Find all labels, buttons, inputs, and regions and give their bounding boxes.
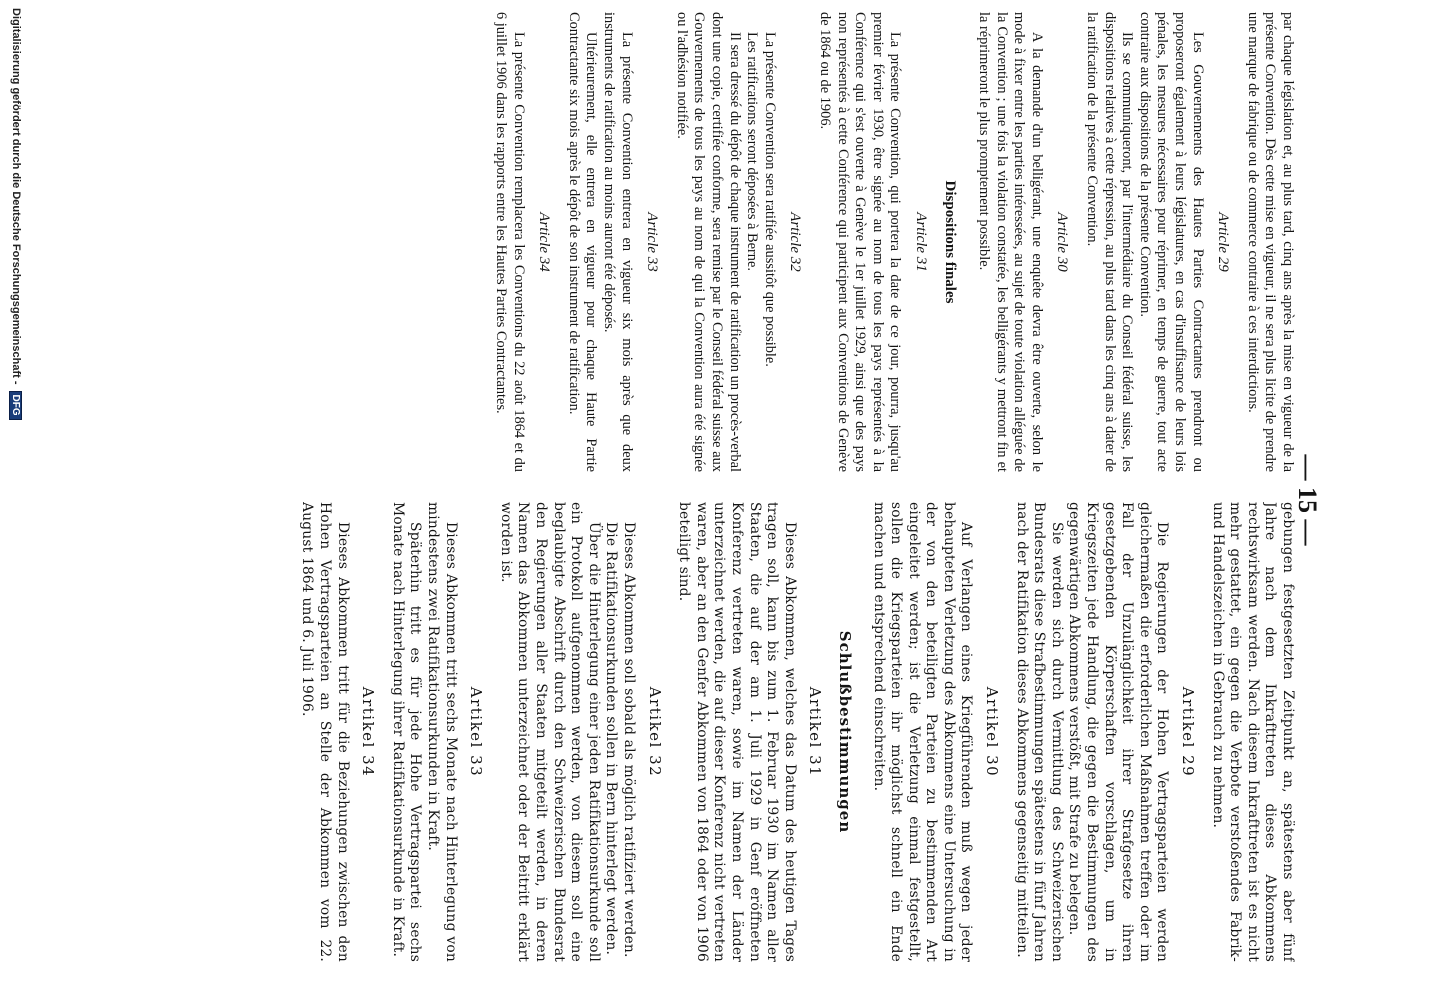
fr-article-34-title: Article 34 xyxy=(536,212,553,272)
de-intro-paragraph: gebungen festgesetzten Zeitpunkt an, spätestens aber fünf Jahre nach dem Inkrafttreten dieses Abkommens rechtswirksam werden. Nach diesem Inkrafttreten ist es nicht mehr gestattet, ein gegen die Verbote verstoßendes Fabrik- und Handelszeichen in Gebrauch zu nehmen. xyxy=(1209,502,1296,962)
de-article-33-title: Artikel 33 xyxy=(467,686,486,778)
fr-article-29-title: Article 29 xyxy=(1215,212,1232,272)
fr-article-33-paragraph: La présente Convention entrera en vigueur six mois après que deux instruments de ratification au moins auront été déposés. xyxy=(601,12,635,472)
de-article-33-paragraph: Späterhin tritt es für jede Hohe Vertragspartei sechs Monate nach Hinterlegung ihrer Ratifikationsurkunde in Kraft. xyxy=(389,502,424,962)
de-article-32-title: Artikel 32 xyxy=(645,686,664,778)
fr-article-32-paragraph: Il sera dressé du dépôt de chaque instrument de ratification un procès-verbal dont une copie, certifiée conforme, sera remise par le Conseil fédéral suisse aux Gouvernements de tous les pays au nom de qui la Convention aura été signée ou l'adhésion notifiée. xyxy=(673,12,743,472)
fr-article-34-paragraph: La présente Convention remplacera les Conventions du 22 août 1864 et du 6 juillet 1906 dans les rapports entre les Hautes Parties Contractantes. xyxy=(493,12,527,472)
fr-section-title: Dispositions finales xyxy=(942,180,959,304)
fr-intro-paragraph: par chaque législation et, au plus tard, cinq ans après la mise en vigueur de la présente Convention. Dès cette mise en vigueur, il ne sera plus licite de prendre une marque de fabrique ou de commerce contraire à ces interdictions. xyxy=(1244,12,1296,472)
de-article-30-paragraph: Auf Verlangen eines Kriegführenden muß wegen jeder behaupteten Verletzung des Abkommens eine Untersuchung in der von den beteiligten Parteien zu bestimmenden Art eingeleitet werden; ist die Verletzung einmal festgestellt, sollen die Kriegsparteien ihr möglichst schnell ein Ende machen und entsprechend einschreiten. xyxy=(870,502,975,962)
de-article-31-title: Artikel 31 xyxy=(806,686,825,778)
de-article-34-title: Artikel 34 xyxy=(359,686,378,778)
dfg-logo-badge: DFG xyxy=(9,391,22,420)
de-article-29-paragraph: Die Regierungen der Hohen Vertragsparteien werden gleichermaßen die erforderlichen Maßnahmen treffen oder im Fall der Unzulänglichkeit ihrer Strafgesetze ihren gesetzgebenden Körperschaften vorschlagen, um in Kriegszeiten jede Handlung, die gegen die Bestimmungen des gegenwärtigen Abkommens verstößt, mit Strafe zu belegen. xyxy=(1066,502,1171,962)
de-article-29-paragraph: Sie werden sich durch Vermittlung des Schweizerischen Bundesrats diese Strafbestimmungen spätestens in fünf Jahren nach der Ratifikation dieses Abkommens gegenseitig mitteilen. xyxy=(1013,502,1065,962)
page-number: — 15 — xyxy=(1293,454,1322,546)
de-article-34-paragraph: Dieses Abkommen tritt für die Beziehungen zwischen den Hohen Vertragsparteien an Stelle der Abkommen vom 22. August 1864 und 6. Juli 1906. xyxy=(299,502,351,962)
de-article-30-title: Artikel 30 xyxy=(983,686,1002,778)
fr-article-31-paragraph: La présente Convention, qui portera la date de ce jour, pourra, jusqu'au premier février 1930, être signée au nom de tous les pays représentés à la Conférence qui s'est ouverte à Genève le 1er juillet 1929, ainsi que des pays non représentés à cette Conférence qui participent aux Conventions de Genève de 1864 ou de 1906. xyxy=(816,12,904,472)
fr-article-30-paragraph: A la demande d'un belligérant, une enquête devra être ouverte, selon le mode à fixer entre les parties intéressées, au sujet de toute violation alléguée de la Convention ; une fois la violation constatée, les belligérants y mettront fin et la réprimeront le plus promptement possible. xyxy=(976,12,1045,472)
fr-article-32-title: Article 32 xyxy=(787,212,804,272)
de-article-29-title: Artikel 29 xyxy=(1179,686,1198,778)
fr-article-32-paragraph: Les ratifications seront déposées à Berne. xyxy=(744,32,761,271)
de-article-33-paragraph: Dieses Abkommen tritt sechs Monate nach Hinterlegung von mindestens zwei Ratifikationsurkunden in Kraft. xyxy=(425,502,459,962)
fr-article-31-title: Article 31 xyxy=(912,212,929,272)
de-article-32-paragraph: Dieses Abkommen soll sobald als möglich ratifiziert werden. xyxy=(621,522,637,958)
fr-article-32-paragraph: La présente Convention sera ratifiée aussitôt que possible. xyxy=(761,32,778,367)
french-column xyxy=(156,12,1296,472)
de-section-title: Schlußbestimmungen xyxy=(835,630,854,834)
de-article-31-paragraph: Dieses Abkommen, welches das Datum des heutigen Tages tragen soll, kann bis zum 1. Februar 1930 im Namen aller Staaten, die auf der am 1. Juli 1929 in Genf eröffneten Konferenz vertreten waren, sowie im Namen der Länder unterzeichnet werden, die auf dieser Konferenz nicht vertreten waren, aber an den Genfer Abkommen von 1864 oder von 1906 beteiligt sind. xyxy=(676,502,798,962)
digitization-footer xyxy=(4,8,22,998)
fr-article-29-paragraph: Les Gouvernements des Hautes Parties Contractantes prendront ou proposeront également à leurs législatures, en cas d'insuffisance de leurs lois pénales, les mesures nécessaires pour réprimer, en temps de guerre, tout acte contraire aux dispositions de la présente Convention. xyxy=(1136,12,1206,472)
de-article-32-paragraph: Über die Hinterlegung einer jeden Ratifikationsurkunde soll ein Protokoll aufgenommen werden, von diesem soll eine beglaubigte Abschrift durch den Schweizerischen Bundesrat den Regierungen aller Staaten mitgeteilt werden, in deren Namen das Abkommen unterzeichnet oder der Beitritt erklärt worden ist. xyxy=(497,502,602,962)
fr-article-33-paragraph: Ultérieurement, elle entrera en vigueur pour chaque Haute Partie Contractante six mois après le dépôt de son instrument de ratification. xyxy=(565,12,600,472)
fr-article-29-paragraph: Ils se communiqueront, par l'intermédiaire du Conseil fédéral suisse, les dispositions relatives à cette répression, au plus tard dans les cinq ans à dater de la ratification de la présente Convention. xyxy=(1084,12,1136,472)
de-article-32-paragraph: Die Ratifikationsurkunden sollen in Bern hinterlegt werden. xyxy=(603,522,620,956)
footer-text: Digitalisierung gefördert durch die Deutsche Forschungsgemeinschaft - xyxy=(10,8,22,385)
german-column xyxy=(156,502,1296,962)
fr-article-33-title: Article 33 xyxy=(644,212,661,272)
fr-article-30-title: Article 30 xyxy=(1054,212,1071,272)
